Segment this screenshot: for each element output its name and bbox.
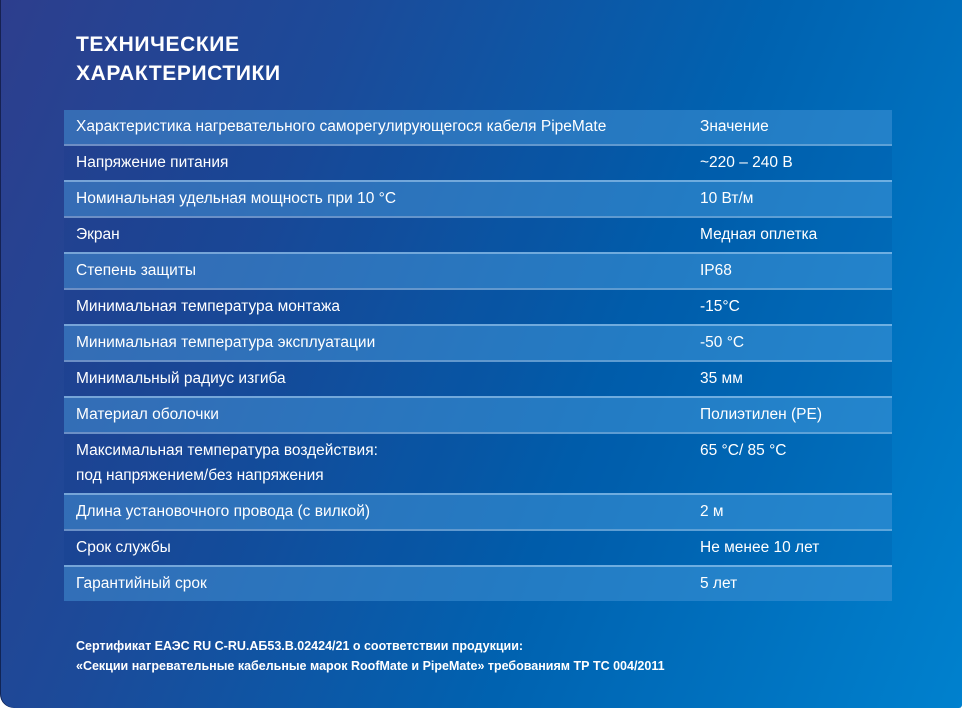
value-label: Медная оплетка [700, 226, 818, 243]
param-label: Срок службы [76, 539, 171, 556]
page-title [76, 30, 962, 88]
page-title-line2: ХАРАКТЕРИСТИКИ [76, 62, 281, 85]
param-label: Экран [76, 226, 120, 243]
param-label: Длина установочного провода (с вилкой) [76, 503, 371, 520]
table-header-row [64, 110, 892, 144]
param-label: Минимальный радиус изгиба [76, 370, 286, 387]
page-title-line1: ТЕХНИЧЕСКИЕ [76, 33, 240, 56]
value-label: Не менее 10 лет [700, 539, 820, 556]
table-row [64, 180, 892, 216]
param-label: Напряжение питания [76, 154, 229, 171]
table-row [64, 565, 892, 601]
table-row [64, 432, 892, 493]
param-label: Материал оболочки [76, 406, 219, 423]
value-label: 10 Вт/м [700, 190, 754, 207]
value-label: Полиэтилен (PE) [700, 406, 822, 423]
header-value-label: Значение [700, 118, 769, 135]
table-row [64, 529, 892, 565]
table-row [64, 493, 892, 529]
table-row [64, 396, 892, 432]
value-label: 5 лет [700, 575, 738, 592]
param-label [64, 441, 700, 485]
spec-table [64, 110, 892, 601]
value-label: -15°С [700, 298, 740, 315]
value-label: -50 °С [700, 334, 745, 351]
certificate-note-line2: «Секции нагревательные кабельные марок RoofMate и PipeMate» требованиям ТР ТС 004/2011 [76, 659, 665, 673]
table-row [64, 252, 892, 288]
value-label: ~220 – 240 В [700, 154, 793, 171]
table-row [64, 324, 892, 360]
value-label: 2 м [700, 503, 724, 520]
param-label: Гарантийный срок [76, 575, 207, 592]
table-row [64, 360, 892, 396]
value-label: 65 °С/ 85 °С [700, 442, 787, 459]
param-label: Номинальная удельная мощность при 10 °С [76, 190, 397, 207]
value-label: 35 мм [700, 370, 743, 387]
param-label: Минимальная температура эксплуатации [76, 334, 376, 351]
certificate-note-line1: Сертификат ЕАЭС RU C-RU.АБ53.В.02424/21 о соответствии продукции: [76, 639, 524, 653]
header-param-label: Характеристика нагревательного саморегулирующегося кабеля PipeMate [76, 118, 607, 135]
certificate-note [76, 636, 962, 676]
param-label-line2: под напряжением/без напряжения [76, 467, 324, 484]
table-row [64, 144, 892, 180]
table-row [64, 288, 892, 324]
param-label: Минимальная температура монтажа [76, 298, 340, 315]
table-row [64, 216, 892, 252]
value-label: IP68 [700, 262, 732, 279]
param-label-line1: Максимальная температура воздействия: [76, 442, 378, 459]
param-label: Степень защиты [76, 262, 197, 279]
